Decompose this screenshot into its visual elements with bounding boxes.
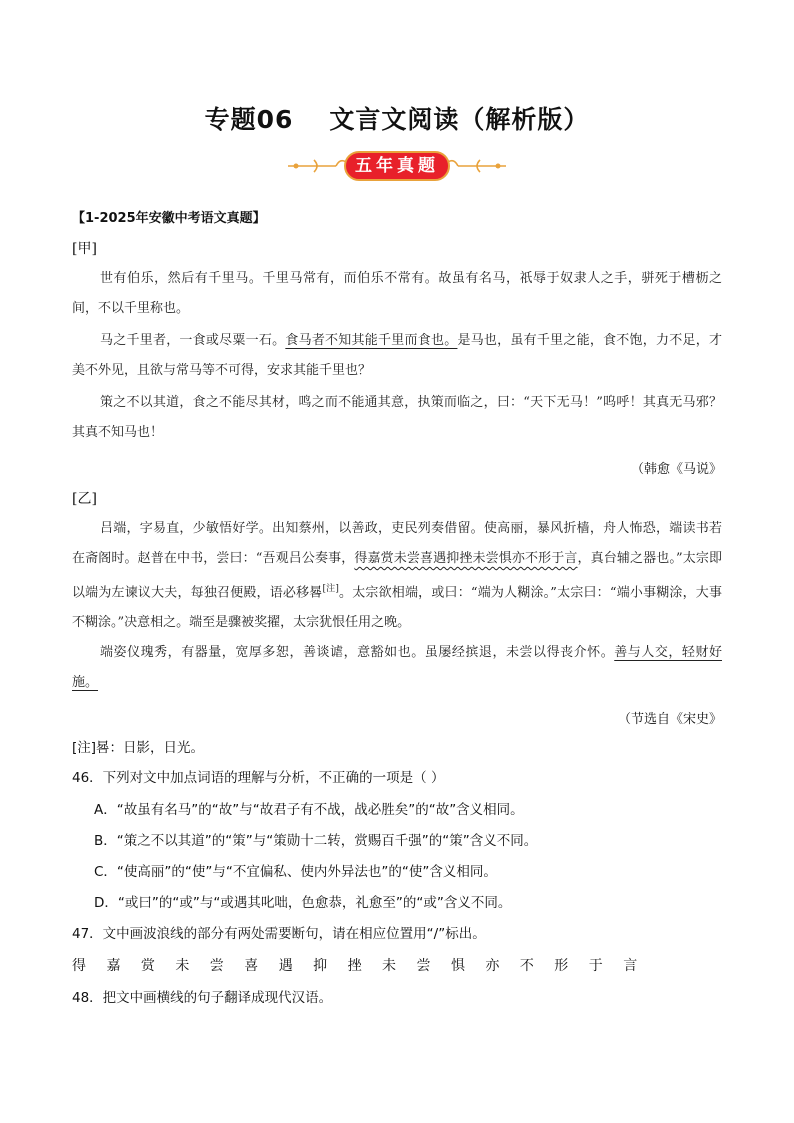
wavy-underlined-phrase: 得嘉赏未尝喜遇抑挫未尝惧亦不形于言 xyxy=(354,551,578,566)
passage-jia-label: [甲] xyxy=(72,241,97,257)
question-46-option-a: A．“故虽有名马”的“故”与“故君子有不战，战必胜矣”的“故”含义相同。 xyxy=(94,802,524,818)
question-source: 【1-2025年安徽中考语文真题】 xyxy=(72,211,266,226)
page-title xyxy=(0,100,794,136)
question-47: 47．文中画波浪线的部分有两处需要断句，请在相应位置用“/”标出。 xyxy=(72,926,486,942)
passage-jia-paragraph-1: 世有伯乐，然后有千里马。千里马常有，而伯乐不常有。故虽有名马，祇辱于奴隶人之手，骈死于槽枥之间，不以千里称也。 xyxy=(72,271,722,316)
question-47-text: 得 嘉 赏 未 尝 喜 遇 抑 挫 未 尝 惧 亦 不 形 于 言 xyxy=(72,958,646,974)
question-46-option-d: D．“或曰”的“或”与“或遇其叱咄，色愈恭，礼愈至”的“或”含义不同。 xyxy=(94,895,512,911)
passage-jia-attribution: （韩愈《马说》 xyxy=(630,462,722,477)
passage-yi-paragraph-2 xyxy=(72,638,722,698)
underlined-sentence: 食马者不知其能千里而食也。 xyxy=(285,333,458,348)
passage-text: 。太宗欲相端，或曰：“端为人糊涂。”太宗曰：“端小事糊涂，大事不糊涂。”决意相之。端至是骤被奖擢，太宗犹恨任用之晚。 xyxy=(72,585,722,631)
question-46-option-c: C．“使高丽”的“使”与“不宜偏私、使内外异法也”的“使”含义相同。 xyxy=(94,864,497,880)
banner xyxy=(284,146,510,186)
passage-text: 马之千里者，一食或尽粟一石。 xyxy=(100,333,286,348)
note-marker: [注] xyxy=(322,584,339,594)
underlined-sentence: 善与人交，轻财好施。 xyxy=(72,645,722,690)
title-topic: 专题06 xyxy=(204,105,294,134)
question-46: 46．下列对文中加点词语的理解与分析，不正确的一项是（ ） xyxy=(72,770,445,786)
banner-label: 五年真题 xyxy=(355,156,439,176)
question-48: 48．把文中画横线的句子翻译成现代汉语。 xyxy=(72,990,333,1006)
annotation-note: [注]晷：日影，日光。 xyxy=(72,740,205,756)
passage-jia-paragraph-2 xyxy=(72,326,722,386)
passage-yi-attribution: （节选自《宋史》 xyxy=(617,712,722,727)
title-subtitle: 文言文阅读（解析版） xyxy=(329,105,590,134)
passage-text: ，真台辅之器也。”太宗即以端为左谏议大夫，每独召便殿，语必移晷 xyxy=(72,551,722,601)
passage-yi-label: [乙] xyxy=(72,491,97,507)
passage-yi-paragraph-1 xyxy=(72,514,722,638)
passage-text: 端姿仪瑰秀，有器量，宽厚多恕，善谈谑，意豁如也。虽屡经摈退，未尝以得丧介怀。 xyxy=(100,645,615,660)
passage-text: 是马也，虽有千里之能，食不饱，力不足，才美不外见，且欲与常马等不可得，安求其能千里也？ xyxy=(72,333,722,378)
passage-jia-paragraph-3: 策之不以其道，食之不能尽其材，鸣之而不能通其意，执策而临之，曰：“天下无马！”呜呼！其真无马邪？其真不知马也！ xyxy=(72,395,722,440)
question-46-option-b: B．“策之不以其道”的“策”与“策勋十二转，赏赐百千强”的“策”含义不同。 xyxy=(94,833,538,849)
passage-text: 吕端，字易直，少敏悟好学。出知蔡州，以善政，吏民列奏借留。使高丽，暴风折樯，舟人怖恐，端读书若在斋阁时。赵普在中书，尝曰：“吾观吕公奏事， xyxy=(72,521,722,566)
